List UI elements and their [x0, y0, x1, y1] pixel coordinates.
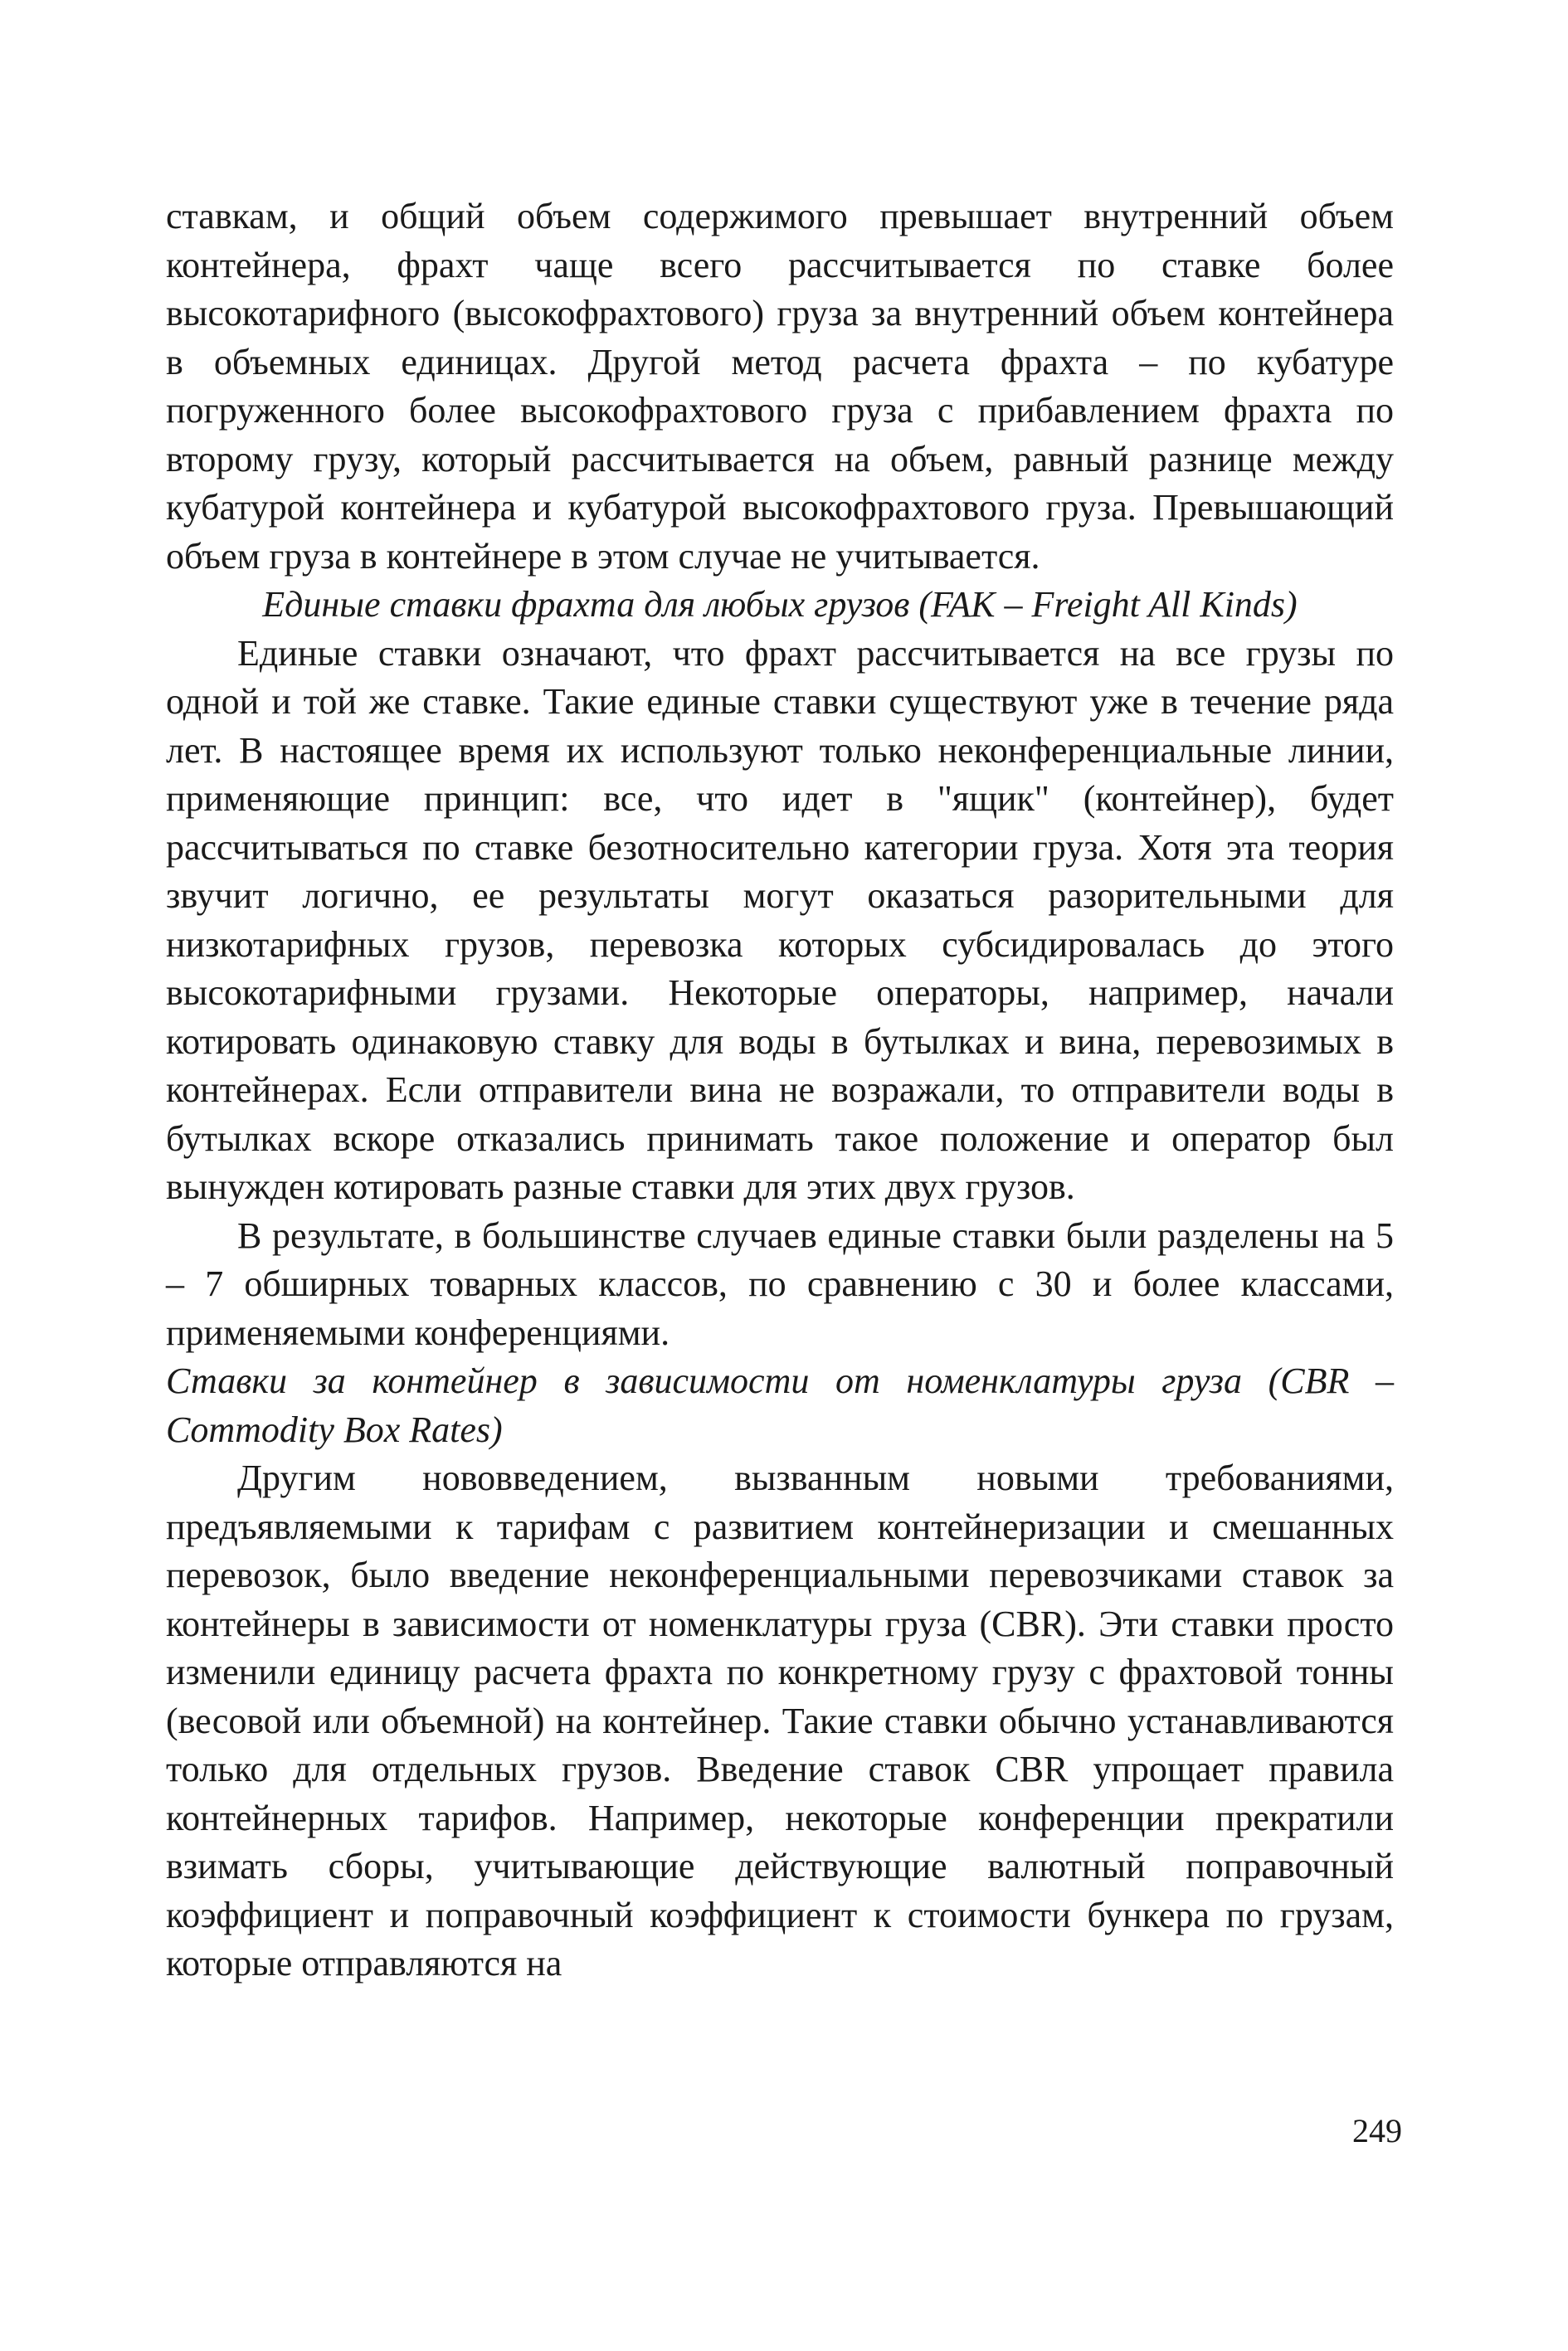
section-heading-fak: Единые ставки фрахта для любых грузов (FAK – Freight All Kinds): [262, 584, 1298, 625]
paragraph-fak-result: В результате, в большинстве случаев единые ставки были разделены на 5 – 7 обширных товарных классов, по сравнению с 30 и более классами, применяемыми конференциями.: [166, 1214, 1394, 1353]
page-body: [166, 192, 1394, 1988]
section-heading-cbr: Ставки за контейнер в зависимости от номенклатуры груза (CBR – Commodity Box Rates): [166, 1360, 1394, 1450]
page-number: 249: [1352, 2112, 1402, 2149]
paragraph-cbr-definition: Другим нововведением, вызванным новыми требованиями, предъявляемыми к тарифам с развитием контейнеризации и смешанных перевозок, было введение неконференциальными перевозчиками ставок за контейнеры в зависимости от номенклатуры груза (CBR). Эти ставки просто изменили единицу расчета фрахта по конкретному грузу с фрахтовой тонны (весовой или объемной) на контейнер. Такие ставки обычно устанавливаются только для отдельных грузов. Введение ставок CBR упрощает правила контейнерных тарифов. Например, некоторые конференции прекратили взимать сборы, учитывающие действующие валютный поправочный коэффициент и поправочный коэффициент к стоимости бункера по грузам, которые отправляются на: [166, 1458, 1394, 1984]
paragraph-intro-continuation: ставкам, и общий объем содержимого превышает внутренний объем контейнера, фрахт чаще всего рассчитывается по ставке более высокотарифного (высокофрахтового) груза за внутренний объем контейнера в объемных единицах. Другой метод расчета фрахта – по кубатуре погруженного более высокофрахтового груза с прибавлением фрахта по второму грузу, который рассчитывается на объем, равный разнице между кубатурой контейнера и кубатурой высокофрахтового груза. Превышающий объем груза в контейнере в этом случае не учитывается.: [166, 196, 1394, 577]
paragraph-fak-definition: Единые ставки означают, что фрахт рассчитывается на все грузы по одной и той же ставке. Такие единые ставки существуют уже в течение ряда лет. В настоящее время их используют только неконференциальные линии, применяющие принцип: все, что идет в "ящик" (контейнер), будет рассчитываться по ставке безотносительно категории груза. Хотя эта теория звучит логично, ее результаты могут оказаться разорительными для низкотарифных грузов, перевозка которых субсидировалась до этого высокотарифными грузами. Некоторые операторы, например, начали котировать одинаковую ставку для воды в бутылках и вина, перевозимых в контейнерах. Если отправители вина не возражали, то отправители воды в бутылках вскоре отказались принимать такое положение и оператор был вынужден котировать разные ставки для этих двух грузов.: [166, 632, 1394, 1207]
